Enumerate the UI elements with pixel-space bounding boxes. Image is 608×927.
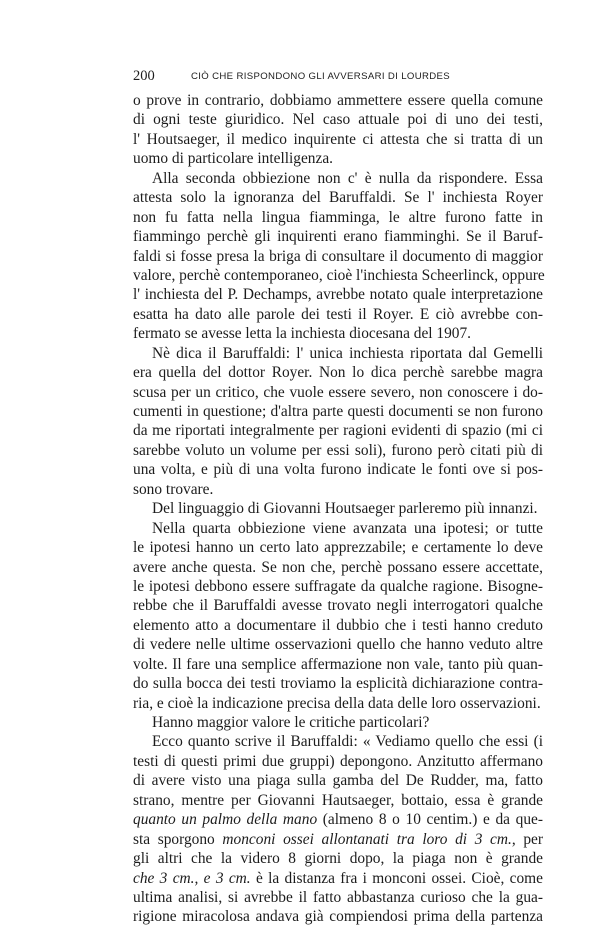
text-line: valore, perchè contemporaneo, cioè l'inchiesta Scheerlinck, oppure	[133, 266, 545, 284]
text-line: Hanno maggior valore le critiche particolari?	[152, 714, 430, 731]
text-line: esatta ha dato alle parole dei testi il Royer. E ciò avrebbe con-	[133, 305, 543, 323]
text-line: gli altri che la videro 8 giorni dopo, la piaga non è grande	[133, 850, 543, 868]
text-line: cumenti in questione; d'altra parte questi documenti se non furono	[133, 403, 543, 420]
text-line: di avere visto una piaga sulla gamba del De Rudder, ma, fatto	[133, 772, 543, 790]
text-line: avere anche questa. Se non che, perchè possano essere accettate,	[133, 558, 543, 576]
text-line: Del linguaggio di Giovanni Houtsaeger parleremo più innanzi.	[152, 500, 538, 518]
body-text	[133, 91, 543, 927]
page-number: 200	[133, 68, 155, 84]
text-line: Ecco quanto scrive il Baruffaldi: « Vediamo quello che essi (i	[152, 733, 543, 751]
text-line: strano, mentre per Giovanni Hautsaeger, bottaio, essa è grande	[133, 791, 543, 809]
text-line: do sulla bocca dei testi troviamo la esplicità dichiarazione contra-	[133, 675, 543, 693]
text-line: le ipotesi debbono essere suffragate da qualche ragione. Bisogne-	[133, 577, 543, 595]
text-line: o prove in contrario, dobbiamo ammettere essere quella comune	[133, 92, 543, 109]
text-line: di ogni teste giuridico. Nel caso attuale poi di uno dei testi,	[133, 111, 543, 129]
text-line: Nè dica il Baruffaldi: l' unica inchiesta riportata dal Gemelli	[152, 344, 543, 362]
text-line	[133, 830, 543, 849]
text-line: da me riportati integralmente per ragioni evidenti di spazio (mi ci	[133, 422, 543, 440]
text-line: attesta solo la ignoranza del Baruffaldi. Se l' inchiesta Royer	[133, 189, 543, 207]
text-line: scusa per un critico, che vuole essere severo, non conoscere i do-	[133, 383, 543, 401]
text-line: fiammingo perchè gli inquirenti erano fiamminghi. Se il Baruf-	[133, 228, 543, 246]
text-line: faldi si fosse presa la briga di consultare il documento di maggior	[133, 247, 543, 265]
text-line: rebbe che il Baruffaldi avesse trovato negli interrogatori qualche	[133, 597, 543, 615]
text-line: volte. Il fare una semplice affermazione non vale, tanto più quan-	[133, 655, 543, 673]
italic-span: che 3 cm., e 3 cm.	[133, 869, 251, 887]
text-line: di vedere nelle ultime osservazioni quello che hanno veduto altre	[133, 636, 543, 654]
text-line: sono trovare.	[133, 480, 214, 498]
text-line: le ipotesi hanno un certo lato apprezzabile; e certamente lo deve	[133, 539, 543, 557]
italic-span: monconi ossei allontanati tra loro di 3 cm.	[222, 830, 512, 848]
italic-span: quanto un palmo della mano	[133, 811, 318, 829]
text-line: l' Houtsaeger, il medico inquirente ci attesta che si tratta di un	[133, 130, 543, 148]
text-line: fermato se avesse letta la inchiesta diocesana del 1907.	[133, 325, 472, 343]
line-head: sta sporgono	[133, 830, 223, 848]
text-line: una volta, e più di una volta furono indicate le fonti ove si pos-	[133, 461, 543, 479]
text-line	[133, 869, 543, 888]
text-line: uomo di particolare intelligenza.	[133, 150, 334, 168]
line-tail: (almeno 8 o 10 centim.) e da que-	[317, 811, 543, 829]
text-line: elemento atto a documentare il dubbio che i testi hanno creduto	[133, 616, 543, 634]
text-line: ultima analisi, si avrebbe il fatto abbastanza curioso che la gua-	[133, 888, 543, 906]
text-line: sarebbe voluto un volume per essi soli), furono però citati più di	[133, 441, 543, 459]
text-line: Alla seconda obbiezione non c' è nulla da rispondere. Essa	[152, 169, 543, 187]
text-line: l' inchiesta del P. Dechamps, avrebbe notato quale interpretazione	[133, 286, 543, 304]
page-header	[133, 68, 543, 86]
text-line: testi di questi primi due gruppi) depongono. Anzitutto affermano	[133, 752, 543, 770]
text-line: Nella quarta obbiezione viene avanzata una ipotesi; or tutte	[152, 519, 543, 537]
line-tail: è la distanza fra i monconi ossei. Cioè, come	[250, 869, 543, 887]
text-line	[133, 810, 543, 829]
running-title: CIÒ CHE RISPONDONO GLI AVVERSARI DI LOURDES	[191, 71, 451, 82]
text-line: era quella del dottor Royer. Non lo dica perchè sarebbe magra	[133, 364, 543, 382]
line-tail: , per	[511, 830, 543, 848]
text-line: ria, e cioè la indicazione precisa della data delle loro osservazioni.	[133, 694, 541, 712]
text-line: non fu fatta nella lingua fiamminga, le altre furono fatte in	[133, 208, 543, 226]
text-line: rigione miracolosa andava già compiendosi prima della partenza	[133, 908, 543, 926]
